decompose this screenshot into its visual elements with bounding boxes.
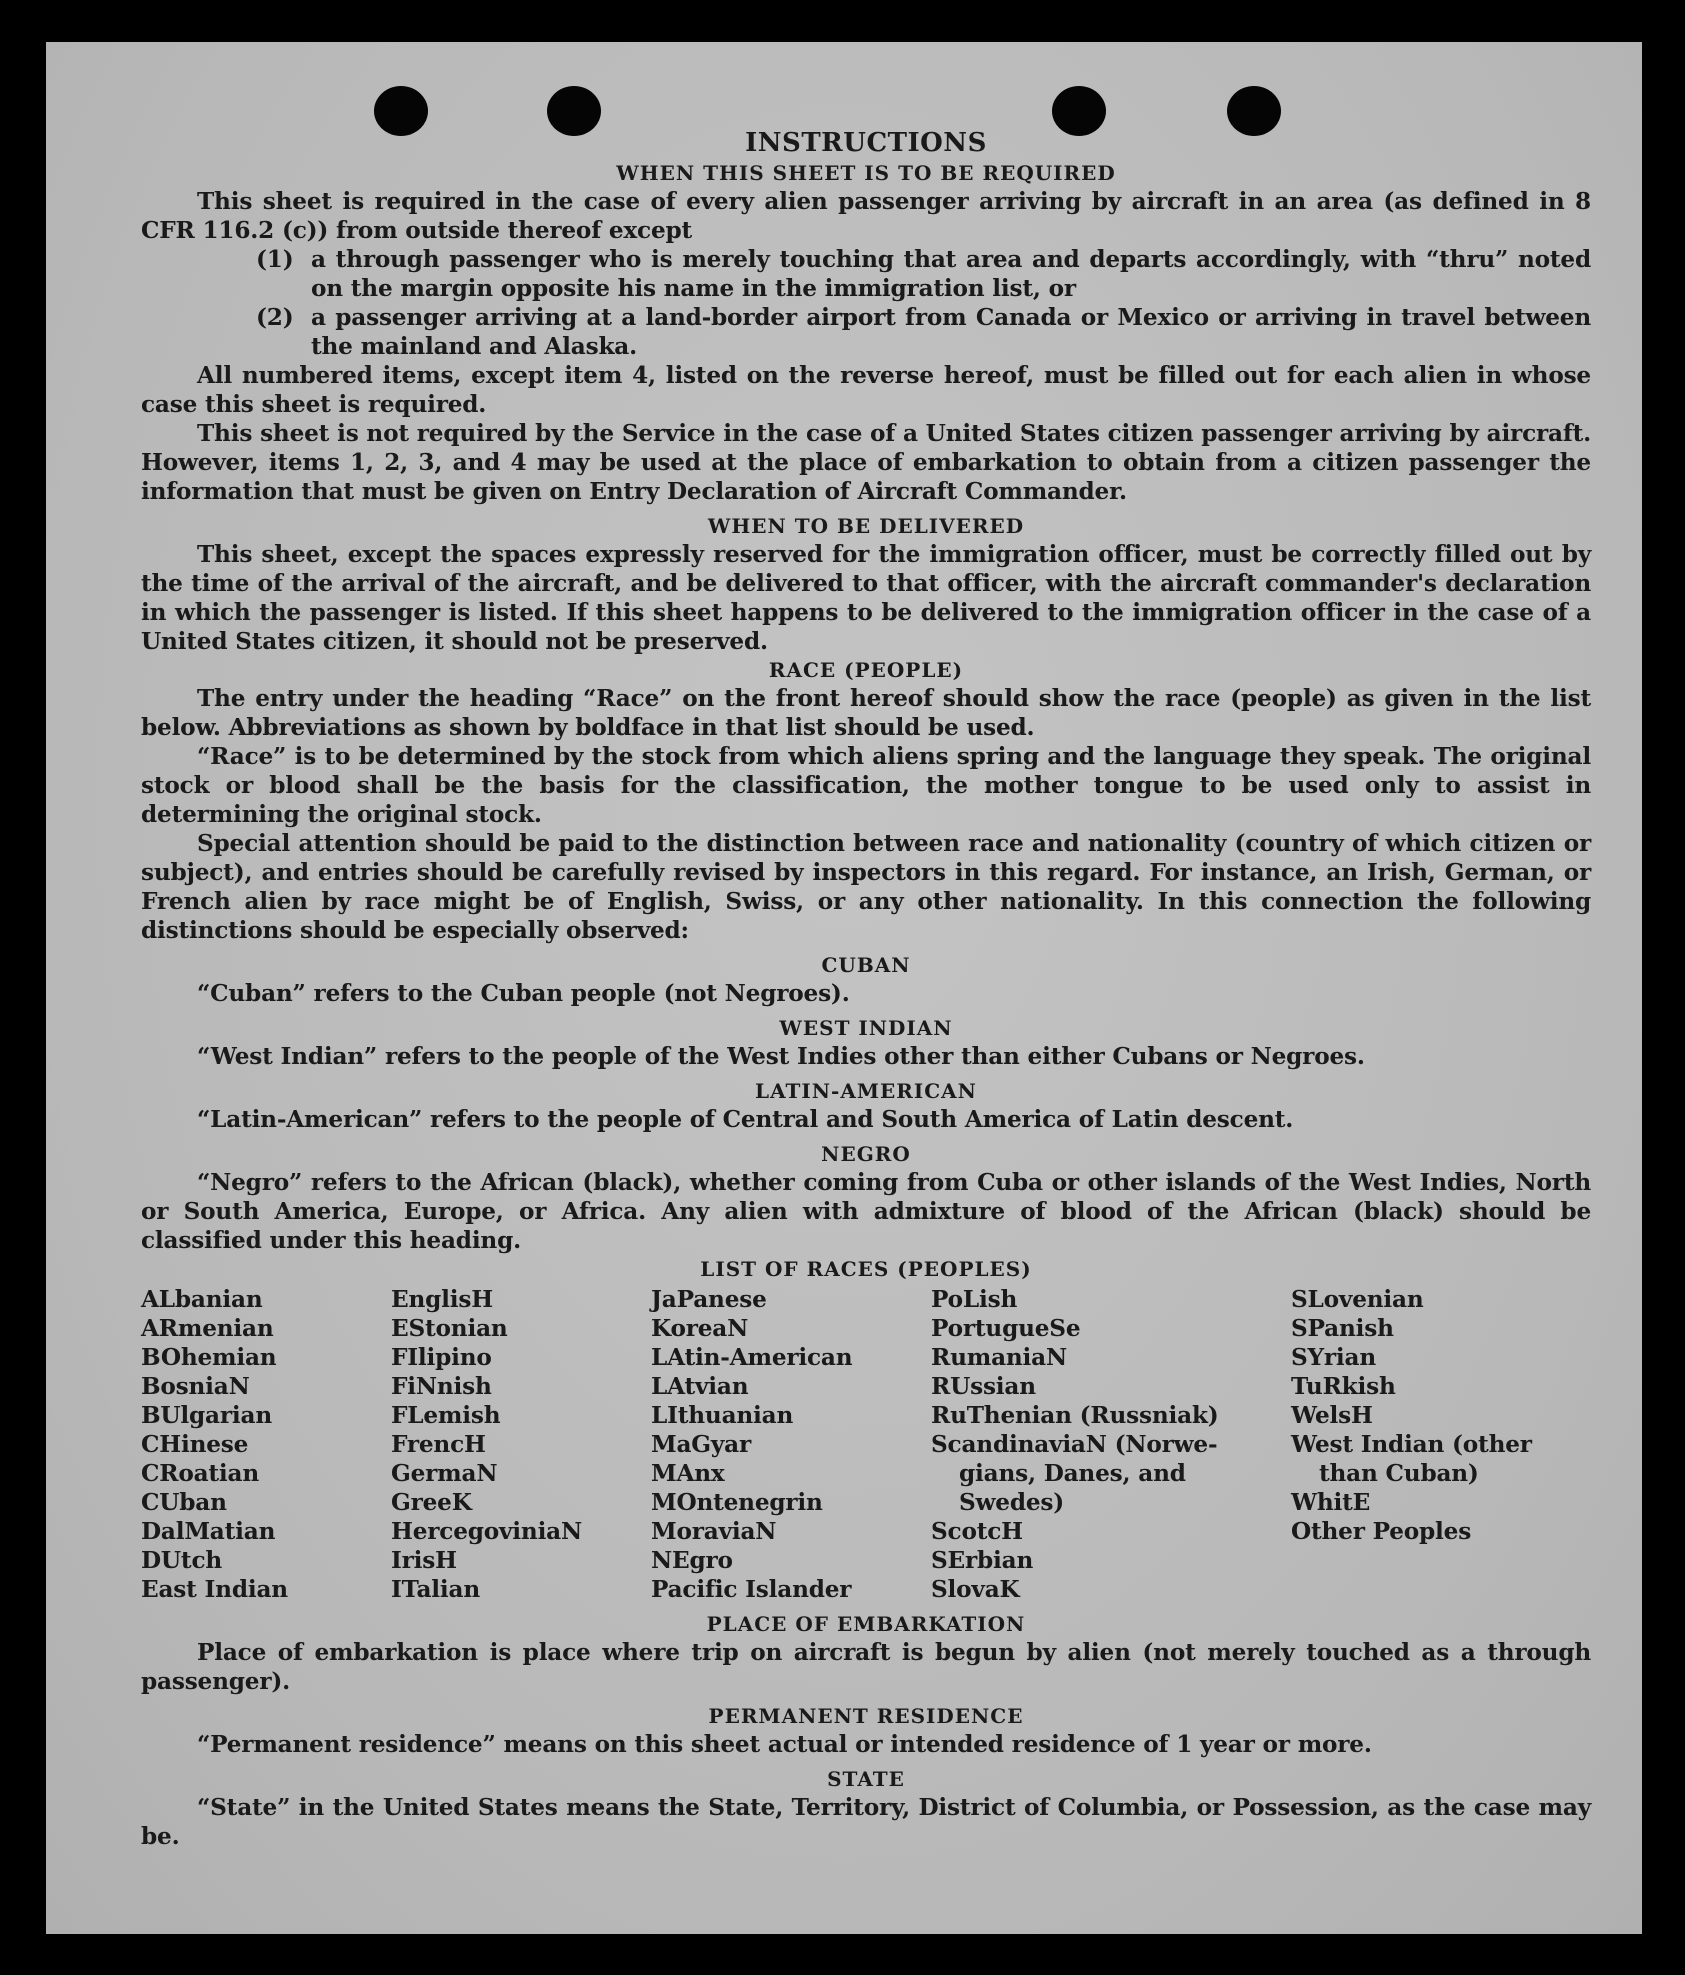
race-entry-continued: gians, Danes, and — [959, 1460, 1186, 1487]
race-entry: GreeK — [391, 1489, 472, 1516]
race-list — [141, 1285, 1591, 1604]
race-entry: ARmenian — [141, 1315, 274, 1342]
race-entry: SPanish — [1291, 1315, 1394, 1342]
race-entry: ITalian — [391, 1576, 481, 1603]
race-entry: CHinese — [141, 1431, 249, 1458]
when-delivered-text: This sheet, except the spaces expressly reserved for the immigration officer, must be correctly filled out by the time of the arrival of the aircraft, and be delivered to that officer, with the aircraft commander's declaration in which the passenger is listed. If this sheet happens to be delivered to the immigration officer in the case of a United States citizen, it should not be preserved. — [141, 541, 1591, 655]
race-entry: CRoatian — [141, 1460, 260, 1487]
heading-cuban: CUBAN — [821, 953, 911, 977]
race-entry: WhitE — [1291, 1489, 1371, 1516]
document-page — [46, 42, 1642, 1934]
race-entry: EStonian — [391, 1315, 508, 1342]
race-entry: BosniaN — [141, 1373, 250, 1400]
race-column — [1291, 1285, 1591, 1604]
race-column — [391, 1285, 651, 1604]
race-entry: ScotcH — [931, 1518, 1023, 1545]
race-entry-continued: than Cuban) — [1319, 1460, 1479, 1487]
race-entry: WelsH — [1291, 1402, 1373, 1429]
race-entry: BUlgarian — [141, 1402, 272, 1429]
race-entry: FiNnish — [391, 1373, 492, 1400]
heading-west-indian: WEST INDIAN — [779, 1016, 953, 1040]
race-entry: Pacific Islander — [651, 1576, 852, 1603]
heading-when-delivered: WHEN TO BE DELIVERED — [707, 514, 1025, 538]
race-entry: JaPanese — [651, 1286, 767, 1313]
exception-item-text: a passenger arriving at a land-border airport from Canada or Mexico or arriving in travel between the mainland and Alaska. — [311, 304, 1591, 360]
exception-item-number: (2) — [256, 304, 294, 331]
race-entry: DalMatian — [141, 1518, 276, 1545]
state-text: “State” in the United States means the State, Territory, District of Columbia, or Possession, as the case may be. — [141, 1794, 1591, 1850]
race-entry: BOhemian — [141, 1344, 277, 1371]
race-paragraph-2: “Race” is to be determined by the stock from which aliens spring and the language they speak. The original stock or blood shall be the basis for the classification, the mother tongue to be used only to assist in determining the original stock. — [141, 743, 1591, 828]
race-entry: MOntenegrin — [651, 1489, 823, 1516]
race-entry: PoLish — [931, 1286, 1018, 1313]
race-entry: IrisH — [391, 1547, 457, 1574]
race-entry: East Indian — [141, 1576, 288, 1603]
heading-negro: NEGRO — [821, 1142, 911, 1166]
negro-text: “Negro” refers to the African (black), whether coming from Cuba or other islands of the West Indies, North or South America, Europe, or Africa. Any alien with admixture of blood of the African (black) should be classified under this heading. — [141, 1169, 1591, 1254]
race-entry: MoraviaN — [651, 1518, 777, 1545]
heading-place-of-embarkation: PLACE OF EMBARKATION — [706, 1612, 1026, 1636]
race-column — [141, 1285, 391, 1604]
residence-text: “Permanent residence” means on this sheet actual or intended residence of 1 year or more. — [197, 1731, 1372, 1758]
page-title: INSTRUCTIONS — [745, 128, 987, 158]
race-entry: LAtvian — [651, 1373, 749, 1400]
race-entry: FrencH — [391, 1431, 486, 1458]
race-paragraph-3: Special attention should be paid to the distinction between race and nationality (country of which citizen or subject), and entries should be carefully revised by inspectors in this regard. For instance, an Irish, German, or French alien by race might be of English, Swiss, or any other nationality. In this connection the following distinctions should be especially observed: — [141, 830, 1591, 944]
exception-item-number: (1) — [256, 246, 294, 273]
heading-when-required: WHEN THIS SHEET IS TO BE REQUIRED — [616, 161, 1116, 185]
west-indian-text: “West Indian” refers to the people of the West Indies other than either Cubans or Negroes. — [197, 1043, 1365, 1070]
race-entry: SlovaK — [931, 1576, 1020, 1603]
race-entry: RuThenian (Russniak) — [931, 1402, 1219, 1429]
race-entry: SLovenian — [1291, 1286, 1424, 1313]
race-entry: MaGyar — [651, 1431, 752, 1458]
heading-permanent-residence: PERMANENT RESIDENCE — [708, 1704, 1024, 1728]
race-entry: NEgro — [651, 1547, 733, 1574]
heading-race: RACE (PEOPLE) — [768, 658, 964, 682]
race-entry: Other Peoples — [1291, 1518, 1472, 1545]
when-required-intro: This sheet is required in the case of every alien passenger arriving by aircraft in an area (as defined in 8 CFR 116.2 (c)) from outside thereof except — [141, 188, 1591, 244]
exception-item — [256, 245, 1591, 303]
latin-american-text: “Latin-American” refers to the people of Central and South America of Latin descent. — [197, 1106, 1294, 1133]
race-entry: HercegoviniaN — [391, 1518, 582, 1545]
race-entry: MAnx — [651, 1460, 725, 1487]
race-entry: ScandinaviaN (Norwe- — [931, 1431, 1218, 1458]
race-entry: PortugueSe — [931, 1315, 1081, 1342]
heading-state: STATE — [827, 1767, 905, 1791]
race-entry: SErbian — [931, 1547, 1034, 1574]
race-entry-continued: Swedes) — [959, 1489, 1065, 1516]
exception-item — [256, 303, 1591, 361]
heading-list-of-races: LIST OF RACES (PEOPLES) — [700, 1257, 1032, 1281]
heading-latin-american: LATIN-AMERICAN — [755, 1079, 977, 1103]
race-entry: West Indian (other — [1291, 1431, 1532, 1458]
race-entry: LAtin-American — [651, 1344, 853, 1371]
race-entry: TuRkish — [1291, 1373, 1396, 1400]
race-entry: KoreaN — [651, 1315, 749, 1342]
race-entry: CUban — [141, 1489, 227, 1516]
race-entry: RUssian — [931, 1373, 1036, 1400]
race-entry: DUtch — [141, 1547, 223, 1574]
race-entry: FLemish — [391, 1402, 501, 1429]
cuban-text: “Cuban” refers to the Cuban people (not Negroes). — [197, 980, 850, 1007]
exception-item-text: a through passenger who is merely touching that area and departs accordingly, with “thru” noted on the margin opposite his name in the immigration list, or — [311, 246, 1591, 302]
race-entry: SYrian — [1291, 1344, 1377, 1371]
instructions-content — [141, 127, 1591, 1851]
embarkation-text: Place of embarkation is place where trip on aircraft is begun by alien (not merely touched as a through passenger). — [141, 1639, 1591, 1695]
race-column — [651, 1285, 931, 1604]
race-entry: EnglisH — [391, 1286, 493, 1313]
race-column — [931, 1285, 1291, 1604]
race-entry: ALbanian — [141, 1286, 263, 1313]
numbered-items-paragraph: All numbered items, except item 4, listed on the reverse hereof, must be filled out for each alien in whose case this sheet is required. — [141, 362, 1591, 418]
race-entry: LIthuanian — [651, 1402, 794, 1429]
race-entry: GermaN — [391, 1460, 498, 1487]
race-paragraph-1: The entry under the heading “Race” on the front hereof should show the race (people) as given in the list below. Abbreviations as shown by boldface in that list should be used. — [141, 685, 1591, 741]
race-entry: FIlipino — [391, 1344, 492, 1371]
citizen-paragraph: This sheet is not required by the Service in the case of a United States citizen passenger arriving by aircraft. However, items 1, 2, 3, and 4 may be used at the place of embarkation to obtain from a citizen passenger the information that must be given on Entry Declaration of Aircraft Commander. — [141, 420, 1591, 505]
race-entry: RumaniaN — [931, 1344, 1067, 1371]
